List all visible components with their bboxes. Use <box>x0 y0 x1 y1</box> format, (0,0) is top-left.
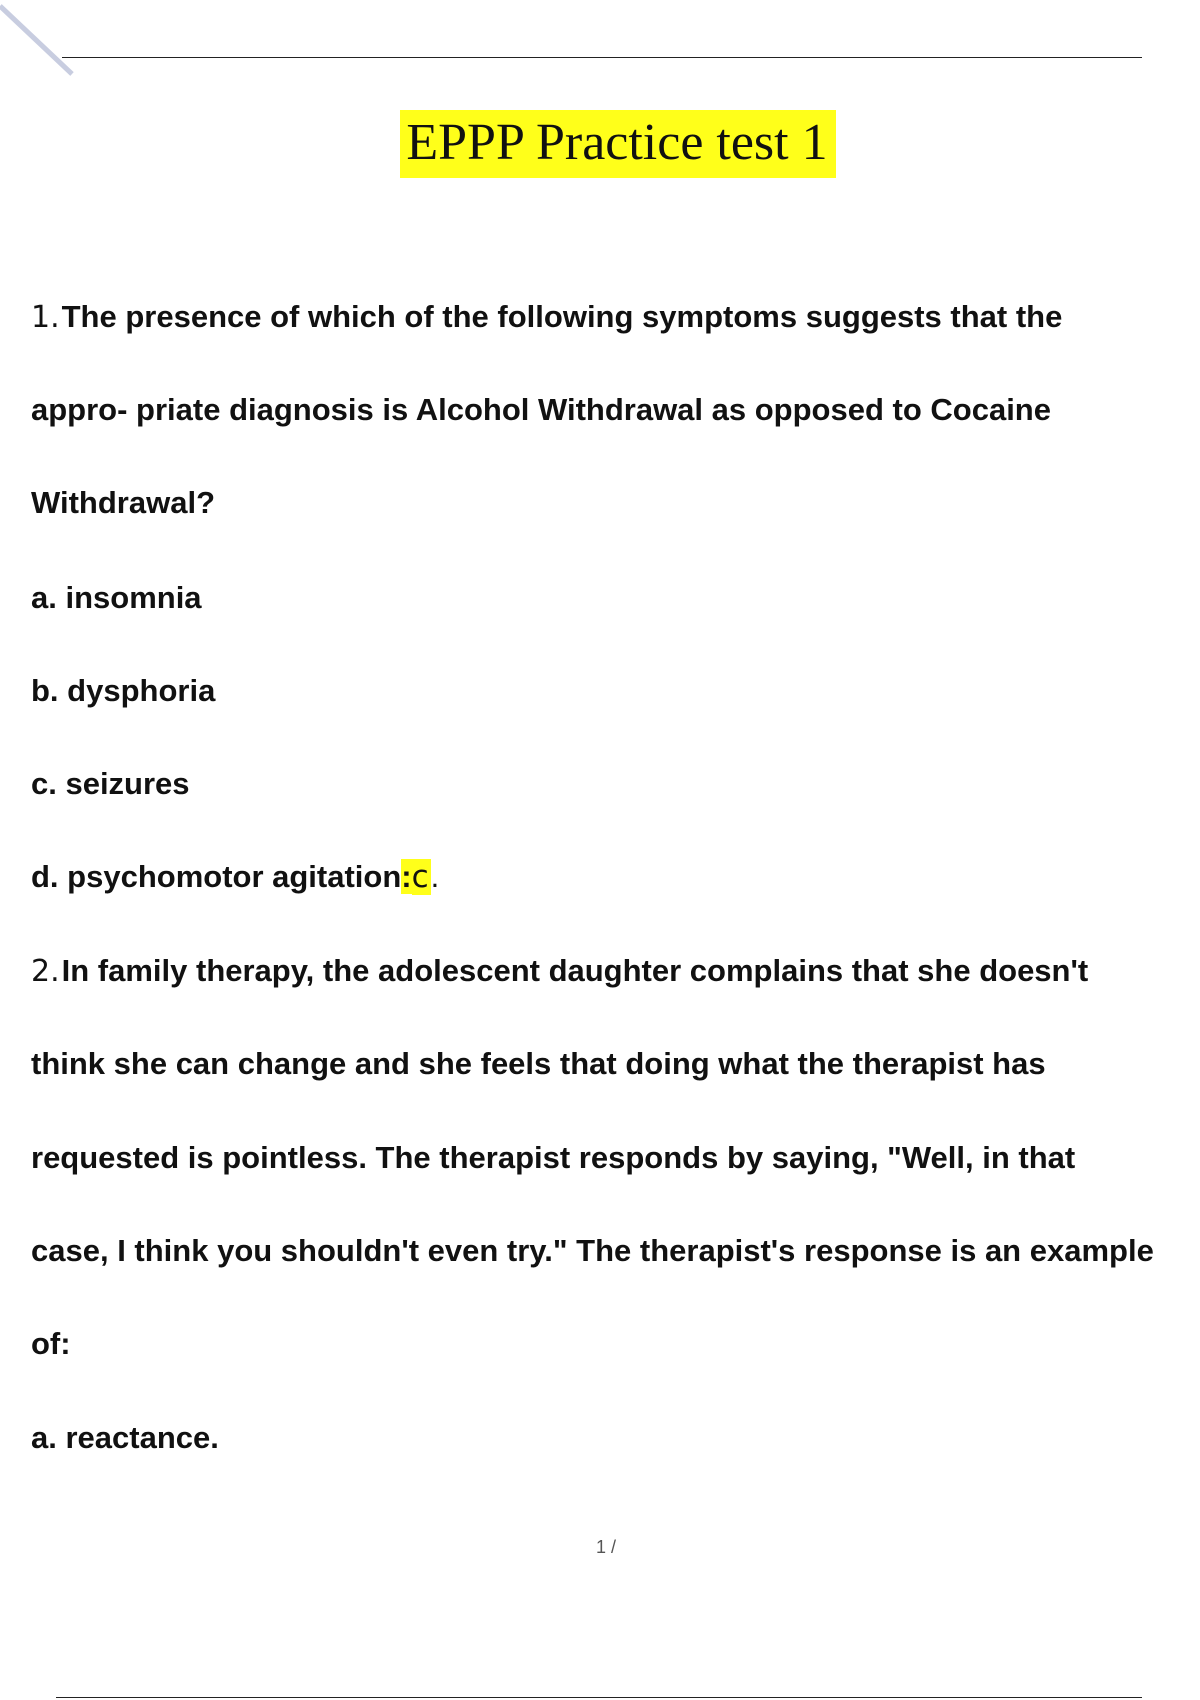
question-2-line-1 <box>31 951 1088 992</box>
bottom-rule <box>56 1697 1142 1698</box>
question-2-option-a: a. reactance. <box>31 1420 219 1455</box>
question-2-line-2: think she can change and she feels that doing what the therapist has <box>31 1046 1046 1081</box>
question-2-number: 2. <box>31 954 60 989</box>
question-1-line-2: appro- priate diagnosis is Alcohol Withdrawal as opposed to Cocaine <box>31 392 1051 427</box>
question-2-line-5: of: <box>31 1326 71 1361</box>
corner-fold-mark <box>0 0 80 80</box>
answer-end: . <box>430 859 440 894</box>
question-2-line-3: requested is pointless. The therapist responds by saying, "Well, in that <box>31 1140 1076 1175</box>
question-1-text-1: The presence of which of the following symptoms suggests that the <box>61 299 1063 334</box>
question-1-number: 1. <box>31 300 60 335</box>
page-number: 1 / <box>595 1537 616 1557</box>
answer-separator: : <box>401 859 412 894</box>
question-1-option-d-line <box>31 857 439 897</box>
question-1-option-c: c. seizures <box>31 766 190 801</box>
question-2-line-4: case, I think you shouldn't even try." The therapist's response is an example <box>31 1233 1154 1268</box>
question-1-option-a: a. insomnia <box>31 580 202 615</box>
top-rule <box>62 57 1142 58</box>
question-1-option-d: d. psychomotor agitation <box>31 859 402 894</box>
answer-highlight: c <box>411 859 429 895</box>
document-title: EPPP Practice test 1 <box>400 110 835 178</box>
question-2-text-1: In family therapy, the adolescent daughter complains that she doesn't <box>61 953 1089 988</box>
question-1-option-b: b. dysphoria <box>31 673 216 708</box>
question-1-line-3: Withdrawal? <box>31 485 216 520</box>
question-1-line-1 <box>31 297 1062 338</box>
title-wrap <box>0 110 1200 178</box>
